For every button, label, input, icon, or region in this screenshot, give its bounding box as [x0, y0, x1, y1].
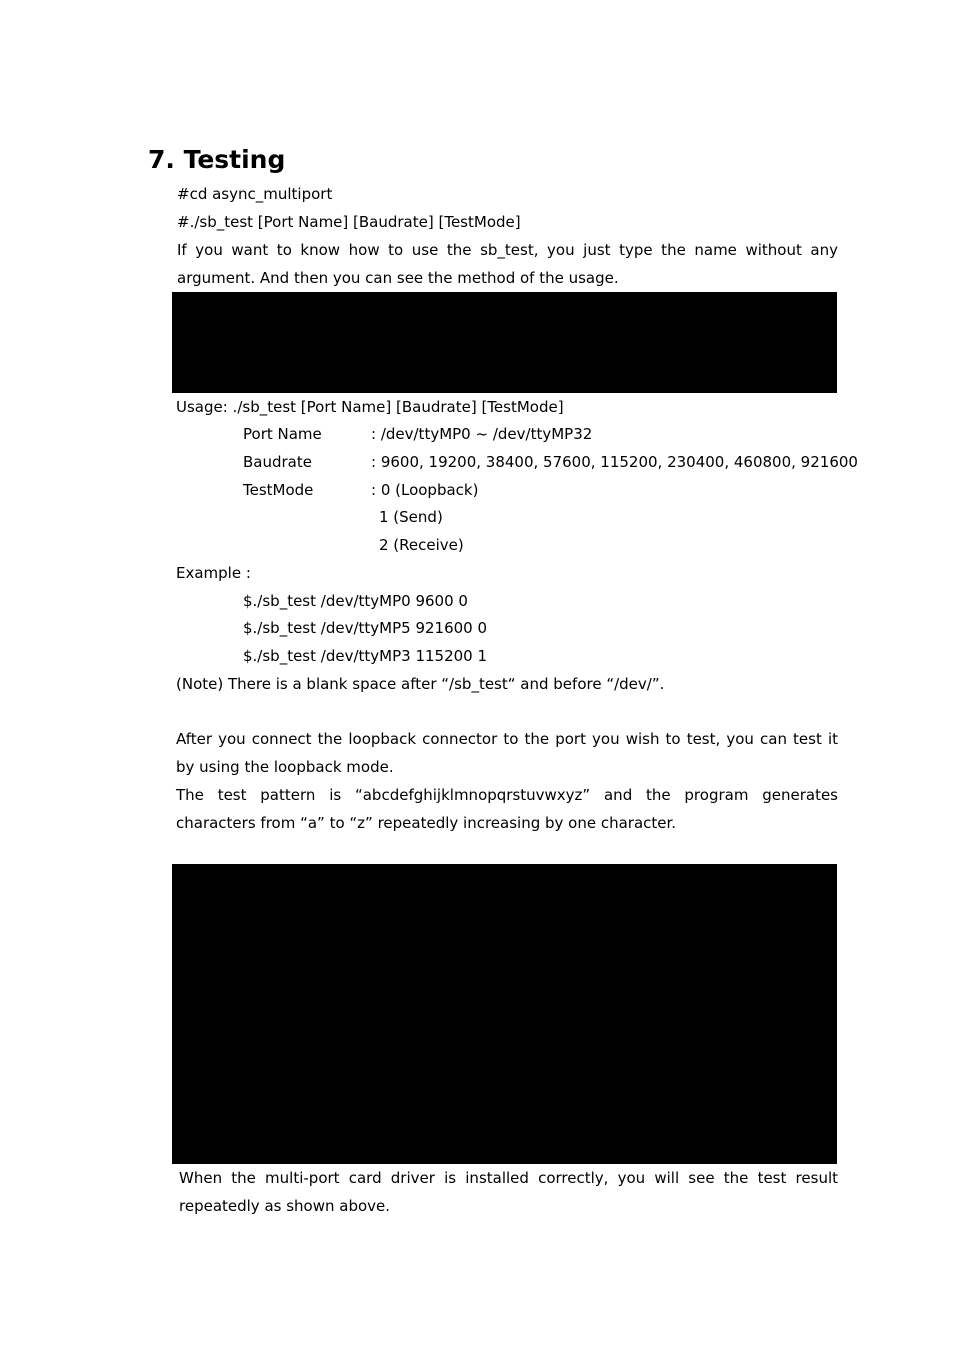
usage-header: Usage: ./sb_test [Port Name] [Baudrate] [TestMode] [176, 398, 564, 416]
example-line: $./sb_test /dev/ttyMP3 115200 1 [243, 647, 488, 665]
example-line: $./sb_test /dev/ttyMP0 9600 0 [243, 592, 468, 610]
command-cd: #cd async_multiport [177, 185, 333, 203]
example-label: Example : [176, 564, 251, 582]
usage-label-baudrate: Baudrate [243, 453, 312, 471]
command-run: #./sb_test [Port Name] [Baudrate] [TestMode] [177, 213, 521, 231]
usage-value-testmode: : 0 (Loopback) [371, 481, 479, 499]
usage-label-testmode: TestMode [243, 481, 314, 499]
loopback-paragraph: After you connect the loopback connector to the port you wish to test, you can test it by using the loopback mode. [176, 730, 838, 776]
example-line: $./sb_test /dev/ttyMP5 921600 0 [243, 619, 488, 637]
result-paragraph: When the multi-port card driver is installed correctly, you will see the test result repeatedly as shown above. [179, 1169, 838, 1215]
pattern-paragraph: The test pattern is “abcdefghijklmnopqrstuvwxyz” and the program generates characters from “a” to “z” repeatedly increasing by one character. [176, 786, 838, 832]
usage-mode-receive: 2 (Receive) [379, 536, 464, 554]
intro-paragraph: If you want to know how to use the sb_test, you just type the name without any argument. And then you can see the method of the usage. [177, 241, 838, 287]
usage-mode-send: 1 (Send) [379, 508, 443, 526]
terminal-screenshot-test-result [172, 864, 837, 1164]
usage-value-baudrate: : 9600, 19200, 38400, 57600, 115200, 230400, 460800, 921600 [371, 453, 858, 471]
terminal-screenshot-usage [172, 292, 837, 393]
usage-value-port-name: : /dev/ttyMP0 ~ /dev/ttyMP32 [371, 425, 593, 443]
usage-label-port-name: Port Name [243, 425, 322, 443]
section-title: 7. Testing [148, 145, 286, 174]
note: (Note) There is a blank space after “/sb_test“ and before “/dev/”. [176, 675, 665, 693]
